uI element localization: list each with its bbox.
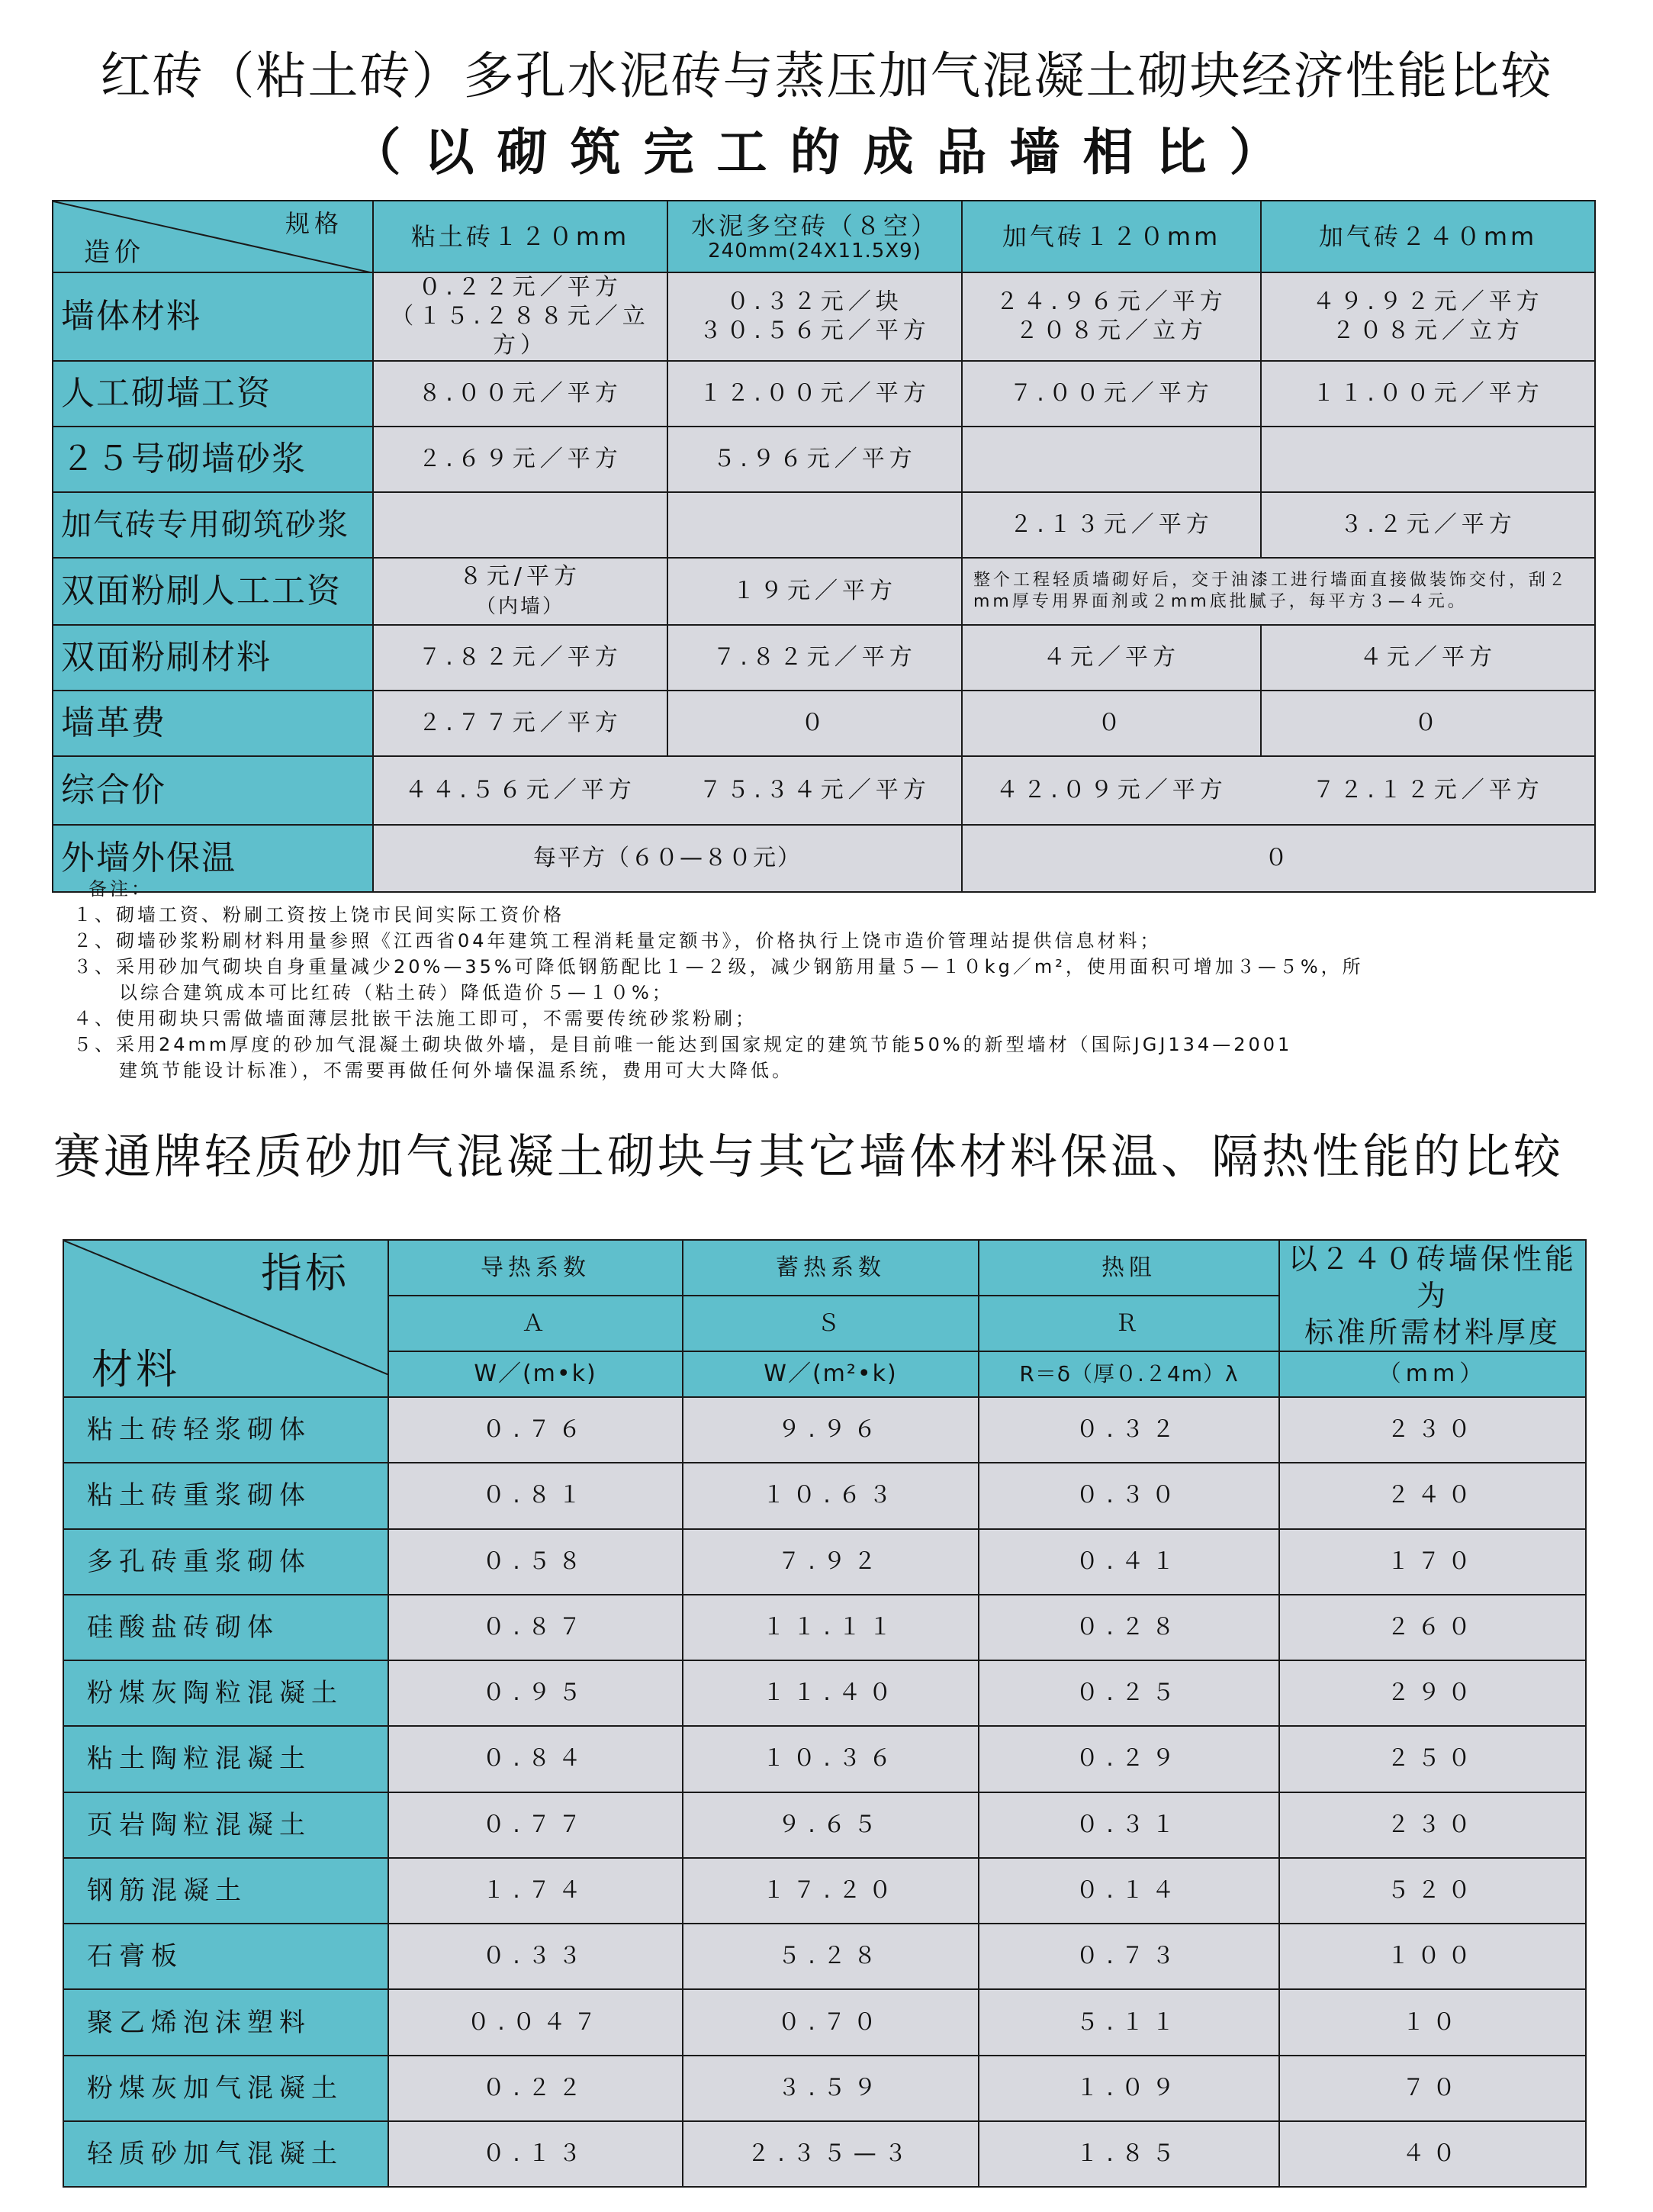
note-item: 以综合建筑成本可比红砖（粘土砖）降低造价５—１０%； xyxy=(119,982,674,1003)
header-line: 标准所需材料厚度 xyxy=(1304,1315,1561,1349)
cell: ４元／平方 xyxy=(962,625,1261,691)
value-heat-storage: ５.２８ xyxy=(683,1924,979,1989)
material-name: 粘土陶粒混凝土 xyxy=(63,1726,388,1792)
corner-spec-label: 规格 xyxy=(285,209,343,238)
row-label-mortar-25: ２５号砌墙砂浆 xyxy=(53,427,373,492)
material-name: 粘土砖轻浆砌体 xyxy=(63,1397,388,1463)
value-heat-storage: １０.３６ xyxy=(683,1726,979,1792)
cell xyxy=(962,272,1261,361)
cell: ２.７７元／平方 xyxy=(373,691,667,756)
value-thickness: ２３０ xyxy=(1279,1792,1586,1858)
section-title-insulation: 赛通牌轻质砂加气混凝土砌块与其它墙体材料保温、隔热性能的比较 xyxy=(53,1129,1565,1184)
value-thickness: ２９０ xyxy=(1279,1660,1586,1726)
cell: ３.２元／平方 xyxy=(1261,492,1595,558)
corner-indicator-label: 指标 xyxy=(261,1249,349,1297)
material-name: 轻质砂加气混凝土 xyxy=(63,2121,388,2187)
material-name: 多孔砖重浆砌体 xyxy=(63,1529,388,1595)
value-resistance: ０.３２ xyxy=(979,1397,1279,1463)
row-label-wall-reform-fee: 墙革费 xyxy=(53,691,373,756)
cell: ２.１３元／平方 xyxy=(962,492,1261,558)
value-conductivity: ０.７７ xyxy=(388,1792,683,1858)
value-thickness: ２５０ xyxy=(1279,1726,1586,1792)
cell: ４２.０９元／平方 xyxy=(962,756,1261,825)
cell: ８.００元／平方 xyxy=(373,361,667,427)
table-row xyxy=(63,1463,1586,1528)
col-header-cement-hollow-size: 240mm(24X11.5X9) xyxy=(708,240,921,262)
table-row xyxy=(63,1595,1586,1660)
economic-comparison-table xyxy=(52,200,1596,893)
material-name: 页岩陶粒混凝土 xyxy=(63,1792,388,1858)
material-name: 粉煤灰陶粒混凝土 xyxy=(63,1660,388,1726)
sub-title: （以砌筑完工的成品墙相比） xyxy=(350,123,1303,182)
cell xyxy=(667,272,962,361)
value-resistance: ０.２９ xyxy=(979,1726,1279,1792)
cell xyxy=(373,272,667,361)
cell xyxy=(962,427,1261,492)
note-item: １、砌墙工资、粉刷工资按上饶市民间实际工资价格 xyxy=(73,904,564,926)
cell-line: ８元/平方 xyxy=(458,563,582,590)
material-name: 聚乙烯泡沫塑料 xyxy=(63,1989,388,2055)
header-symbol-a: Ａ xyxy=(388,1296,683,1351)
corner-cost-label: 造价 xyxy=(84,237,145,268)
table-row xyxy=(63,1529,1586,1595)
cell: １９元／平方 xyxy=(667,558,962,625)
value-resistance: ０.７３ xyxy=(979,1924,1279,1989)
col-header-aerated-240: 加气砖２４０mm xyxy=(1261,201,1595,272)
material-name: 钢筋混凝土 xyxy=(63,1858,388,1924)
row-label-labor-wage: 人工砌墙工资 xyxy=(53,361,373,427)
value-conductivity: ０.８１ xyxy=(388,1463,683,1528)
note-item: ２、砌墙砂浆粉刷材料用量参照《江西省04年建筑工程消耗量定额书》，价格执行上饶市造价管理站提供信息材料； xyxy=(73,930,1162,951)
cell: ４元／平方 xyxy=(1261,625,1595,691)
cell xyxy=(1261,427,1595,492)
value-heat-storage: １７.２０ xyxy=(683,1858,979,1924)
col-header-aerated-120: 加气砖１２０mm xyxy=(962,201,1261,272)
value-conductivity: ０.５８ xyxy=(388,1529,683,1595)
header-required-thickness xyxy=(1279,1240,1586,1351)
header-unit-s: W／(m²•k) xyxy=(683,1351,979,1397)
insulation-comparison-table xyxy=(63,1239,1587,2188)
cell: １２.００元／平方 xyxy=(667,361,962,427)
cell: ７.００元／平方 xyxy=(962,361,1261,427)
cell-line: （１５.２８８元／立方） xyxy=(391,303,650,359)
cell: ７.８２元／平方 xyxy=(667,625,962,691)
value-thickness: ７０ xyxy=(1279,2056,1586,2121)
value-thickness: ２４０ xyxy=(1279,1463,1586,1528)
value-heat-storage: １１.１１ xyxy=(683,1595,979,1660)
table-row xyxy=(63,1792,1586,1858)
cell: ７５.３４元／平方 xyxy=(667,756,962,825)
cell-aerated-plaster-note: 整个工程轻质墙砌好后，交于油漆工进行墙面直接做装饰交付，刮２mm厚专用界面剂或２mm底批腻子，每平方３—４元。 xyxy=(962,558,1595,625)
cell: ７.８２元／平方 xyxy=(373,625,667,691)
value-conductivity: ０.８７ xyxy=(388,1595,683,1660)
value-heat-storage: ９.６５ xyxy=(683,1792,979,1858)
value-heat-storage: １１.４０ xyxy=(683,1660,979,1726)
cell xyxy=(373,492,667,558)
header-unit-thickness: （mm） xyxy=(1279,1351,1586,1397)
value-heat-storage: ３.５９ xyxy=(683,2056,979,2121)
row-label-total-price: 综合价 xyxy=(53,756,373,825)
cell: ０ xyxy=(962,691,1261,756)
material-name: 粘土砖重浆砌体 xyxy=(63,1463,388,1528)
value-conductivity: ０.７６ xyxy=(388,1397,683,1463)
note-item: ３、采用砂加气砌块自身重量减少20%—35%可降低钢筋配比１—２级，减少钢筋用量５—１０kg／m²，使用面积可增加３—５%，所 xyxy=(73,956,1364,977)
table-row xyxy=(63,2121,1586,2187)
main-title: 红砖（粘土砖）多孔水泥砖与蒸压加气混凝土砌块经济性能比较 xyxy=(100,47,1553,105)
cell: ７２.１２元／平方 xyxy=(1261,756,1595,825)
table-row xyxy=(63,1397,1586,1463)
value-resistance: ０.３１ xyxy=(979,1792,1279,1858)
note-item: ５、采用24mm厚度的砂加气混凝土砌块做外墙，是目前唯一能达到国家规定的建筑节能50%的新型墙材（国际JGJ134—2001 xyxy=(73,1034,1293,1055)
notes-heading: 备注： xyxy=(88,878,153,900)
material-name: 石膏板 xyxy=(63,1924,388,1989)
header-symbol-r: Ｒ xyxy=(979,1296,1279,1351)
value-conductivity: ０.８４ xyxy=(388,1726,683,1792)
col-header-cement-hollow xyxy=(667,201,962,272)
cell: 每平方（６０—８０元） xyxy=(373,825,962,892)
table-row xyxy=(63,1924,1586,1989)
cell: ２.６９元／平方 xyxy=(373,427,667,492)
value-thickness: ５２０ xyxy=(1279,1858,1586,1924)
value-resistance: ０.２５ xyxy=(979,1660,1279,1726)
cell: ０ xyxy=(1261,691,1595,756)
cell-line: （内墙） xyxy=(475,595,564,618)
header-unit-r: R＝δ（厚０.２4m）λ xyxy=(979,1351,1279,1397)
cell: ４４.５６元／平方 xyxy=(373,756,667,825)
value-heat-storage: ２.３５—３ xyxy=(683,2121,979,2187)
cell: ０ xyxy=(962,825,1595,892)
value-thickness: １７０ xyxy=(1279,1529,1586,1595)
cell: ５.９６元／平方 xyxy=(667,427,962,492)
cell: ０ xyxy=(667,691,962,756)
col-header-cement-hollow-label: 水泥多空砖（８空） xyxy=(690,211,938,240)
value-resistance: １.８５ xyxy=(979,2121,1279,2187)
row-label-external-insulation: 外墙外保温 xyxy=(53,825,373,892)
value-conductivity: １.７４ xyxy=(388,1858,683,1924)
row-label-special-mortar: 加气砖专用砌筑砂浆 xyxy=(53,492,373,558)
table2-corner xyxy=(63,1240,388,1397)
row-label-plaster-labor: 双面粉刷人工工资 xyxy=(53,558,373,625)
cell-line: ２０８元／立方 xyxy=(1015,317,1208,344)
value-resistance: ５.１１ xyxy=(979,1989,1279,2055)
value-conductivity: ０.０４７ xyxy=(388,1989,683,2055)
cell-line: ２４.９６元／平方 xyxy=(995,288,1227,315)
row-label-plaster-material: 双面粉刷材料 xyxy=(53,625,373,691)
table-row xyxy=(63,2056,1586,2121)
value-conductivity: ０.９５ xyxy=(388,1660,683,1726)
cell-line: ２０８元／立方 xyxy=(1332,317,1524,344)
table1-corner xyxy=(53,201,373,272)
value-thickness: ２６０ xyxy=(1279,1595,1586,1660)
cell xyxy=(667,492,962,558)
table2-body xyxy=(63,1397,1586,2187)
value-resistance: ０.１４ xyxy=(979,1858,1279,1924)
cell xyxy=(373,558,667,625)
header-heat-storage: 蓄热系数 xyxy=(683,1240,979,1296)
value-conductivity: ０.２２ xyxy=(388,2056,683,2121)
header-symbol-s: Ｓ xyxy=(683,1296,979,1351)
cell xyxy=(1261,272,1595,361)
cell-line: ４９.９２元／平方 xyxy=(1312,288,1544,315)
notes-section xyxy=(73,876,1364,1083)
value-heat-storage: ７.９２ xyxy=(683,1529,979,1595)
value-resistance: ０.３０ xyxy=(979,1463,1279,1528)
table-row xyxy=(63,1726,1586,1792)
value-thickness: ４０ xyxy=(1279,2121,1586,2187)
header-thermal-resistance: 热阻 xyxy=(979,1240,1279,1296)
note-item: ４、使用砌块只需做墙面薄层批嵌干法施工即可，不需要传统砂浆粉刷； xyxy=(73,1008,757,1029)
value-conductivity: ０.１３ xyxy=(388,2121,683,2187)
value-resistance: ０.４１ xyxy=(979,1529,1279,1595)
table-row xyxy=(63,1989,1586,2055)
header-unit-a: W／(m•k) xyxy=(388,1351,683,1397)
value-conductivity: ０.３３ xyxy=(388,1924,683,1989)
value-thickness: １００ xyxy=(1279,1924,1586,1989)
value-heat-storage: ０.７０ xyxy=(683,1989,979,2055)
row-label-wall-material: 墙体材料 xyxy=(53,272,373,361)
header-line: 以２４０砖墙保性能为 xyxy=(1288,1242,1577,1312)
table-row xyxy=(63,1858,1586,1924)
value-thickness: １０ xyxy=(1279,1989,1586,2055)
value-heat-storage: ９.９６ xyxy=(683,1397,979,1463)
note-item: 建筑节能设计标准），不需要再做任何外墙保温系统，费用可大大降低。 xyxy=(119,1060,793,1081)
corner-material-label: 材料 xyxy=(92,1345,180,1393)
material-name: 粉煤灰加气混凝土 xyxy=(63,2056,388,2121)
header-thermal-conductivity: 导热系数 xyxy=(388,1240,683,1296)
cell-line: ３０.５６元／平方 xyxy=(699,317,931,344)
cell: １１.００元／平方 xyxy=(1261,361,1595,427)
value-thickness: ２３０ xyxy=(1279,1397,1586,1463)
material-name: 硅酸盐砖砌体 xyxy=(63,1595,388,1660)
value-heat-storage: １０.６３ xyxy=(683,1463,979,1528)
table-row xyxy=(63,1660,1586,1726)
value-resistance: ０.２８ xyxy=(979,1595,1279,1660)
cell-line: ０.３２元／块 xyxy=(726,288,903,315)
cell-line: ０.２２元／平方 xyxy=(418,274,622,301)
col-header-clay-120: 粘土砖１２０mm xyxy=(373,201,667,272)
value-resistance: １.０９ xyxy=(979,2056,1279,2121)
